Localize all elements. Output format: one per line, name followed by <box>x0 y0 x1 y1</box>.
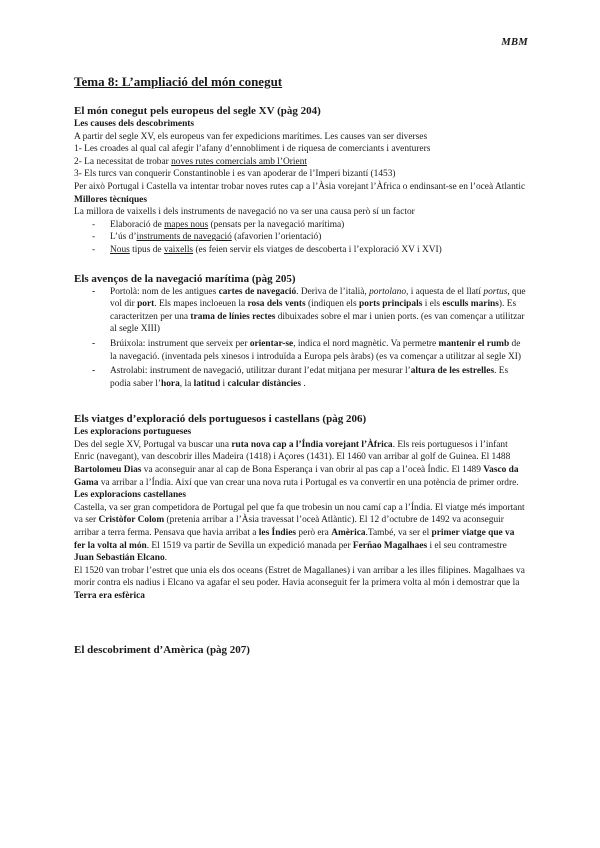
paragraph: A partir del segle XV, els europeus van fer expedicions marítimes. Les causes van ser diverses <box>74 131 428 142</box>
paragraph: Castella, va ser gran competidora de Portugal pel que fa que trobesin un nou camí cap a l’Índia. El viatge més important va ser Cristòfor Colom (pretenia arribar a l’Àsia travessat l’oceà Atlàntic). El 12 d’octubre de 1492 va aconseguir arribar a terra ferma. Pensava que havia arribat a les Índies però era Amèrica.També, va ser el primer viatge que va fer la volta al món. El 1519 va partir de Sevilla un expedició manada per Ferñao Magalhaes i el seu contramestre Juan Sebastián Elcano. <box>74 502 525 564</box>
subheading-castilian: Les exploracions castellanes <box>74 490 186 501</box>
section-explorations <box>74 412 526 602</box>
list-item: - Elaboració de mapes nous (pensats per la navegació marítima) <box>74 219 526 232</box>
section-heading: Els viatges d’exploració dels portuguesos i castellans (pàg 206) <box>74 413 367 426</box>
list-item: - Nous tipus de vaixells (es feien servir els viatges de descoberta i l’exploració XV i XVI) <box>74 244 526 257</box>
paragraph: Des del segle XV, Portugal va buscar una ruta nova cap a l’Índia vorejant l’Àfrica. Els reis portuguesos i l’infant Enric (navegant), van descobrir illes Madeira (1418) i Açores (1431). El 1460 van arribar al golf de Guinea. El 1488 Bartolomeu Dias va aconseguir anar al cap de Bona Esperança i van obrir al pas cap a l’oceà Índic. El 1489 Vasco da Gama va arribar a l’Índia. Així que van crear una nova ruta i Portugal es va convertir en una potència de primer ordre. <box>74 439 519 488</box>
subheading-improvements: Millores tècniques <box>74 194 147 205</box>
list-item: - Portolà: nom de les antigues cartes de navegació. Deriva de l’italià, portolano, i aquesta de el llatí portus, que vol dir port. Els mapes incloeuen la rosa dels vents (indiquen els ports principals i els esculls marins). Es caracteritzen per una trama de línies rectes dibuixades sobre el mar i unien ports. (es van començar a utilitzar al segle XIII) <box>74 286 526 336</box>
instruments-list <box>74 286 526 391</box>
cause-item: 1- Les croades al qual cal afegir l’afany d’ennobliment i de riquesa de comerciants i aventurers <box>74 144 431 155</box>
section-heading: El descobriment d’Amèrica (pàg 207) <box>74 643 250 656</box>
subheading-causes: Les causes dels descobriments <box>74 119 195 129</box>
cause-item: 2- La necessitat de trobar noves rutes comercials amb l’Orient <box>74 156 307 167</box>
section-heading: Els avenços de la navegació marítima (pàg 205) <box>74 272 296 285</box>
page-title: Tema 8: L’ampliació del món conegut <box>74 74 283 89</box>
improvements-list <box>74 219 526 257</box>
section-navigation <box>74 272 526 391</box>
paragraph: La millora de vaixells i dels instruments de navegació no va ser una causa però sí un factor <box>74 207 415 218</box>
section-america <box>74 643 526 657</box>
paragraph: El 1520 van trobar l’estret que unia els dos oceans (Estret de Magallanes) i van arribar a les illes filipines. Magalhaes va morir contra els nadius i Elcano va agafar el seu poder. Havia aconseguit fer la primera volta al món i demostrar que la Terra era esfèrica <box>74 565 525 601</box>
subheading-portuguese: Les exploracions portugueses <box>74 427 192 438</box>
paragraph: Per això Portugal i Castella va intentar trobar noves rutes cap a l’Àsia vorejant l’Àfrica o endinsant-se en l’oceà Atlantic <box>74 181 526 192</box>
cause-item: 3- Els turcs van conquerir Constantinoble i es van apoderar de l’Imperi bizantí (1453) <box>74 169 396 180</box>
list-item: - Astrolabi: instrument de navegació, utilitzar durant l’edat mitjana per mesurar l’altura de les estrelles. Es podia saber l’hora, la latitud i calcular distàncies . <box>74 365 526 390</box>
author-initials: MBM <box>501 37 528 48</box>
section-heading: El món conegut pels europeus del segle XV (pàg 204) <box>74 105 321 117</box>
list-item: - L’ús d’instruments de navegació (afavorien l’orientació) <box>74 231 526 244</box>
list-item: - Brúixola: instrument que serveix per orientar-se, indica el nord magnètic. Va permetre mantenir el rumb de la navegació. (inventada pels xinesos i introduïda a Europa pels àrabs) (es va començar a utilitzar al segle XI) <box>74 338 526 363</box>
document-body <box>74 74 526 657</box>
section-known-world <box>74 104 526 257</box>
